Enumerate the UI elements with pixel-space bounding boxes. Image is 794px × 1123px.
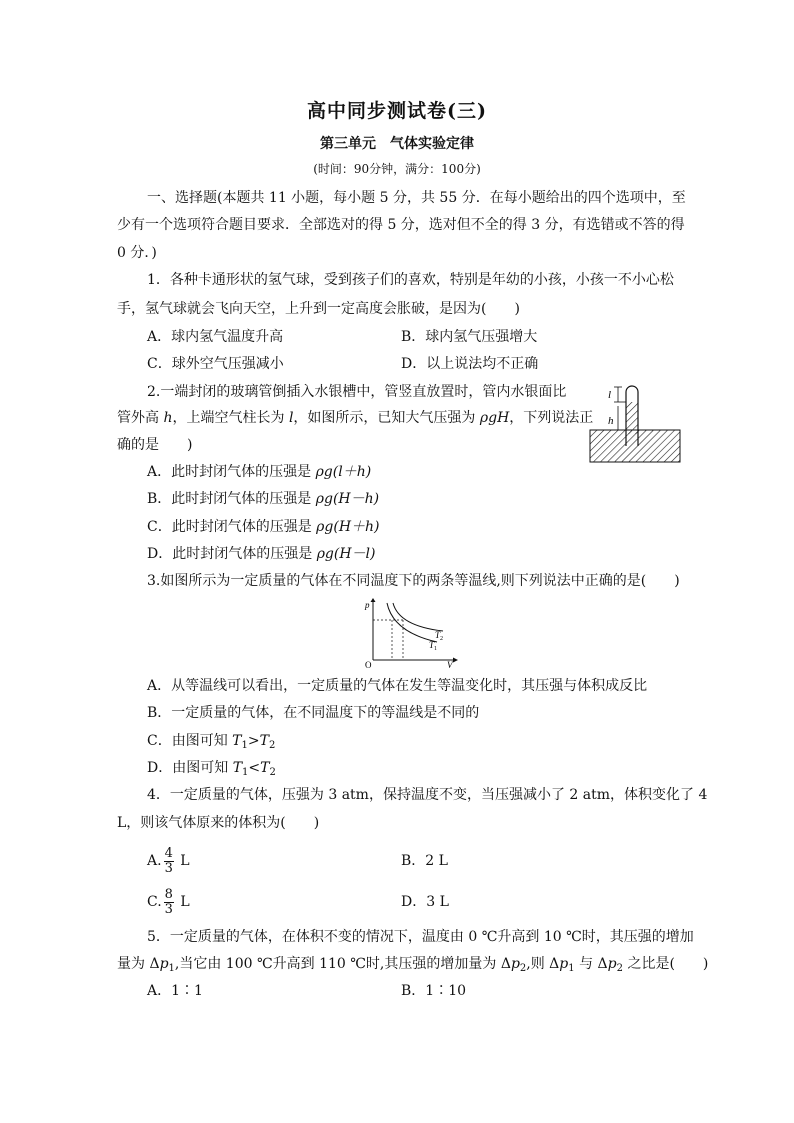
q5-stem: 量为 $\Delta p_1$,当它由 100 ℃升高到 110 ℃时,其压强的增加量为 $\Delta p_2$,则 $\Delta p_1$ 与 $\Delta p_2$ 之比是( ): [117, 956, 709, 974]
t1-label: $T_1$: [429, 640, 438, 652]
q2-option-a: A．此时封闭气体的压强是 ρg(l＋h): [147, 464, 372, 480]
q1-stem: 手，氢气球就会飞向天空，上升到一定高度会胀破，是因为( ): [117, 301, 520, 317]
length-l-label: l: [608, 389, 612, 401]
q3-option-d: D．由图可知 $T_1<T_2$: [147, 760, 276, 778]
q5-option-a: A．1∶1: [147, 983, 203, 999]
q4-stem: L，则该气体原来的体积为( ): [117, 815, 320, 831]
isotherm-pv-figure: [363, 598, 459, 668]
fraction: $\frac{8}{3}$: [164, 886, 173, 917]
time-and-score: (时间：90分钟，满分：100分): [313, 162, 481, 176]
q1-option-c: C．球外空气压强减小: [147, 356, 284, 372]
section-instruction-line: 0 分．): [117, 245, 157, 261]
q4-option-a: A. $\frac{4}{3}$ L: [147, 845, 190, 876]
q1-option-a: A．球内氢气温度升高: [147, 329, 284, 345]
q2-stem: 管外高 h，上端空气柱长为 l，如图所示，已知大气压强为 ρgH，下列说法正: [117, 410, 594, 426]
q3-stem: 3.如图所示为一定质量的气体在不同温度下的两条等温线,则下列说法中正确的是( ): [147, 573, 680, 589]
height-h-label: h: [608, 415, 614, 427]
q3-option-b: B．一定质量的气体，在不同温度下的等温线是不同的: [147, 705, 480, 721]
p-axis-label: p: [365, 600, 370, 610]
q1-option-b: B．球内氢气压强增大: [401, 329, 538, 345]
q2-stem: 确的是 ): [117, 437, 193, 453]
q4-stem: 4．一定质量的气体，压强为 3 atm，保持温度不变，当压强减小了 2 atm，体积变化了 4: [147, 787, 708, 803]
isotherm-curve-t1: [387, 603, 437, 642]
glass-tube: [626, 386, 638, 446]
q1-stem: 1．各种卡通形状的氢气球，受到孩子们的喜欢，特别是年幼的小孩，小孩一不小心松: [147, 272, 674, 288]
isotherm-curve-t2: [393, 603, 443, 631]
tube-in-mercury-figure: [588, 382, 684, 464]
q2-option-b: B．此时封闭气体的压强是 ρg(H－h): [147, 491, 380, 507]
v-axis-label: V: [447, 660, 453, 670]
section-instruction-line: 一、选择题(本题共 11 小题，每小题 5 分，共 55 分．在每小题给出的四个选项中，至: [147, 190, 686, 206]
q5-stem: 5．一定质量的气体，在体积不变的情况下，温度由 0 ℃升高到 10 ℃时，其压强的增加: [147, 929, 694, 945]
section-instruction-line: 少有一个选项符合题目要求．全部选对的得 5 分，选对但不全的得 3 分，有选错或不答的得: [117, 217, 685, 233]
exam-title: 高中同步测试卷(三): [307, 100, 487, 122]
q3-option-a: A．从等温线可以看出，一定质量的气体在发生等温变化时，其压强与体积成反比: [147, 678, 648, 694]
q4-option-d: D．3 L: [401, 894, 449, 910]
q4-option-b: B．2 L: [401, 853, 448, 869]
origin-label: O: [365, 660, 372, 670]
q2-option-c: C．此时封闭气体的压强是 ρg(H＋h): [147, 519, 380, 535]
q4-option-c: C. $\frac{8}{3}$ L: [147, 886, 190, 917]
unit-subtitle: 第三单元 气体实验定律: [320, 136, 474, 152]
q5-option-b: B．1∶10: [401, 983, 467, 999]
q1-option-d: D．以上说法均不正确: [401, 356, 539, 372]
q2-stem: 2.一端封闭的玻璃管倒插入水银槽中，管竖直放置时，管内水银面比: [147, 384, 567, 400]
fraction: $\frac{4}{3}$: [164, 845, 173, 876]
q3-option-c: C．由图可知 $T_1>T_2$: [147, 733, 276, 751]
q2-option-d: D．此时封闭气体的压强是 ρg(H－l): [147, 546, 376, 562]
t2-label: $T_2$: [435, 630, 444, 642]
